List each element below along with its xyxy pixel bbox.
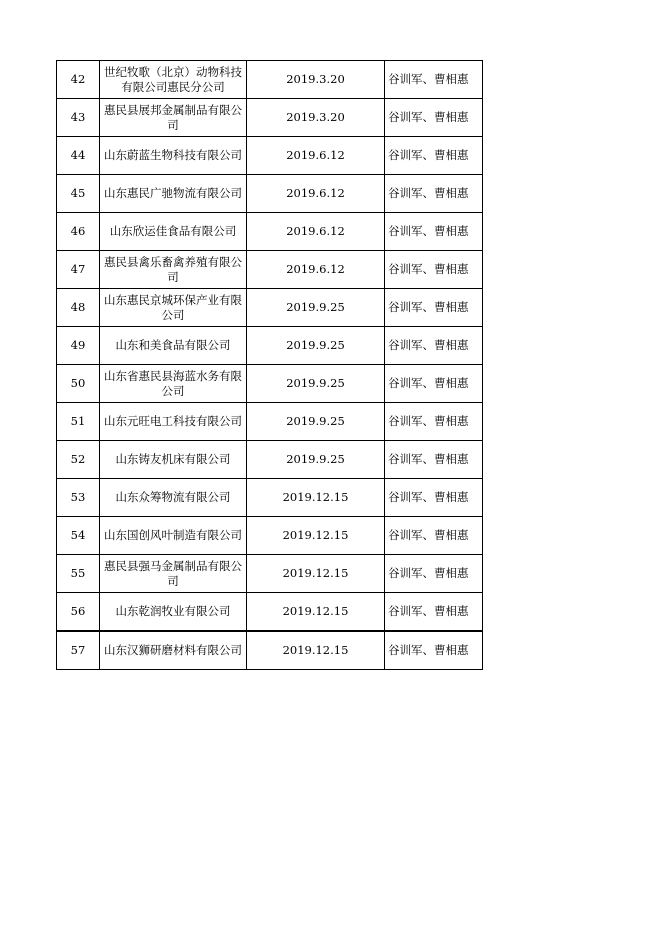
table-row (57, 99, 483, 137)
inspection-date: 2019.9.25 (247, 289, 385, 327)
company-name: 山东欣运佳食品有限公司 (100, 213, 247, 251)
inspection-date: 2019.9.25 (247, 403, 385, 441)
row-number: 45 (57, 175, 100, 213)
company-name: 山东乾润牧业有限公司 (100, 593, 247, 632)
company-name: 惠民县强马金属制品有限公司 (100, 555, 247, 593)
inspectors: 谷训军、曹相惠 (385, 555, 483, 593)
company-name: 山东惠民京城环保产业有限公司 (100, 289, 247, 327)
inspectors: 谷训军、曹相惠 (385, 479, 483, 517)
inspection-date: 2019.9.25 (247, 327, 385, 365)
row-number: 52 (57, 441, 100, 479)
inspectors: 谷训军、曹相惠 (385, 251, 483, 289)
inspectors: 谷训军、曹相惠 (385, 175, 483, 213)
table-row (57, 517, 483, 555)
company-name: 山东元旺电工科技有限公司 (100, 403, 247, 441)
table-row (57, 61, 483, 99)
table-row (57, 403, 483, 441)
inspectors: 谷训军、曹相惠 (385, 631, 483, 670)
inspectors: 谷训军、曹相惠 (385, 137, 483, 175)
company-name: 惠民县展邦金属制品有限公司 (100, 99, 247, 137)
inspection-date: 2019.6.12 (247, 251, 385, 289)
table-row (57, 555, 483, 593)
company-name: 山东和美食品有限公司 (100, 327, 247, 365)
inspection-date: 2019.12.15 (247, 555, 385, 593)
inspection-date: 2019.6.12 (247, 137, 385, 175)
inspection-date: 2019.6.12 (247, 175, 385, 213)
inspectors: 谷训军、曹相惠 (385, 517, 483, 555)
company-name: 山东众筹物流有限公司 (100, 479, 247, 517)
row-number: 47 (57, 251, 100, 289)
row-number: 49 (57, 327, 100, 365)
row-number: 46 (57, 213, 100, 251)
table-row (57, 365, 483, 403)
inspection-date: 2019.3.20 (247, 99, 385, 137)
table-row (57, 441, 483, 479)
company-name: 山东惠民广驰物流有限公司 (100, 175, 247, 213)
inspectors: 谷训军、曹相惠 (385, 365, 483, 403)
inspection-date: 2019.12.15 (247, 631, 385, 670)
table-row (57, 137, 483, 175)
inspection-date: 2019.12.15 (247, 593, 385, 632)
inspectors: 谷训军、曹相惠 (385, 327, 483, 365)
inspection-date: 2019.9.25 (247, 441, 385, 479)
table-row (57, 479, 483, 517)
inspection-date: 2019.12.15 (247, 479, 385, 517)
table-row (57, 289, 483, 327)
company-name: 山东省惠民县海蓝水务有限公司 (100, 365, 247, 403)
row-number: 48 (57, 289, 100, 327)
company-name: 世纪牧歌（北京）动物科技有限公司惠民分公司 (100, 61, 247, 99)
company-name: 山东国创风叶制造有限公司 (100, 517, 247, 555)
table-row (57, 593, 483, 632)
inspection-date: 2019.12.15 (247, 517, 385, 555)
row-number: 50 (57, 365, 100, 403)
inspectors: 谷训军、曹相惠 (385, 213, 483, 251)
row-number: 54 (57, 517, 100, 555)
inspectors: 谷训军、曹相惠 (385, 403, 483, 441)
table-row (57, 631, 483, 670)
table-body (57, 61, 483, 670)
row-number: 43 (57, 99, 100, 137)
inspection-date: 2019.6.12 (247, 213, 385, 251)
row-number: 57 (57, 631, 100, 670)
inspectors: 谷训军、曹相惠 (385, 99, 483, 137)
inspectors: 谷训军、曹相惠 (385, 61, 483, 99)
company-name: 惠民县禽乐畜禽养殖有限公司 (100, 251, 247, 289)
inspectors: 谷训军、曹相惠 (385, 593, 483, 632)
row-number: 56 (57, 593, 100, 632)
inspectors: 谷训军、曹相惠 (385, 441, 483, 479)
table-row (57, 175, 483, 213)
row-number: 51 (57, 403, 100, 441)
inspection-date: 2019.9.25 (247, 365, 385, 403)
inspectors: 谷训军、曹相惠 (385, 289, 483, 327)
company-name: 山东汉狮研磨材料有限公司 (100, 631, 247, 670)
table-row (57, 251, 483, 289)
table-row (57, 327, 483, 365)
row-number: 42 (57, 61, 100, 99)
inspection-date: 2019.3.20 (247, 61, 385, 99)
company-name: 山东铸友机床有限公司 (100, 441, 247, 479)
row-number: 55 (57, 555, 100, 593)
inspection-table (56, 60, 483, 670)
row-number: 53 (57, 479, 100, 517)
row-number: 44 (57, 137, 100, 175)
company-name: 山东蔚蓝生物科技有限公司 (100, 137, 247, 175)
table-row (57, 213, 483, 251)
